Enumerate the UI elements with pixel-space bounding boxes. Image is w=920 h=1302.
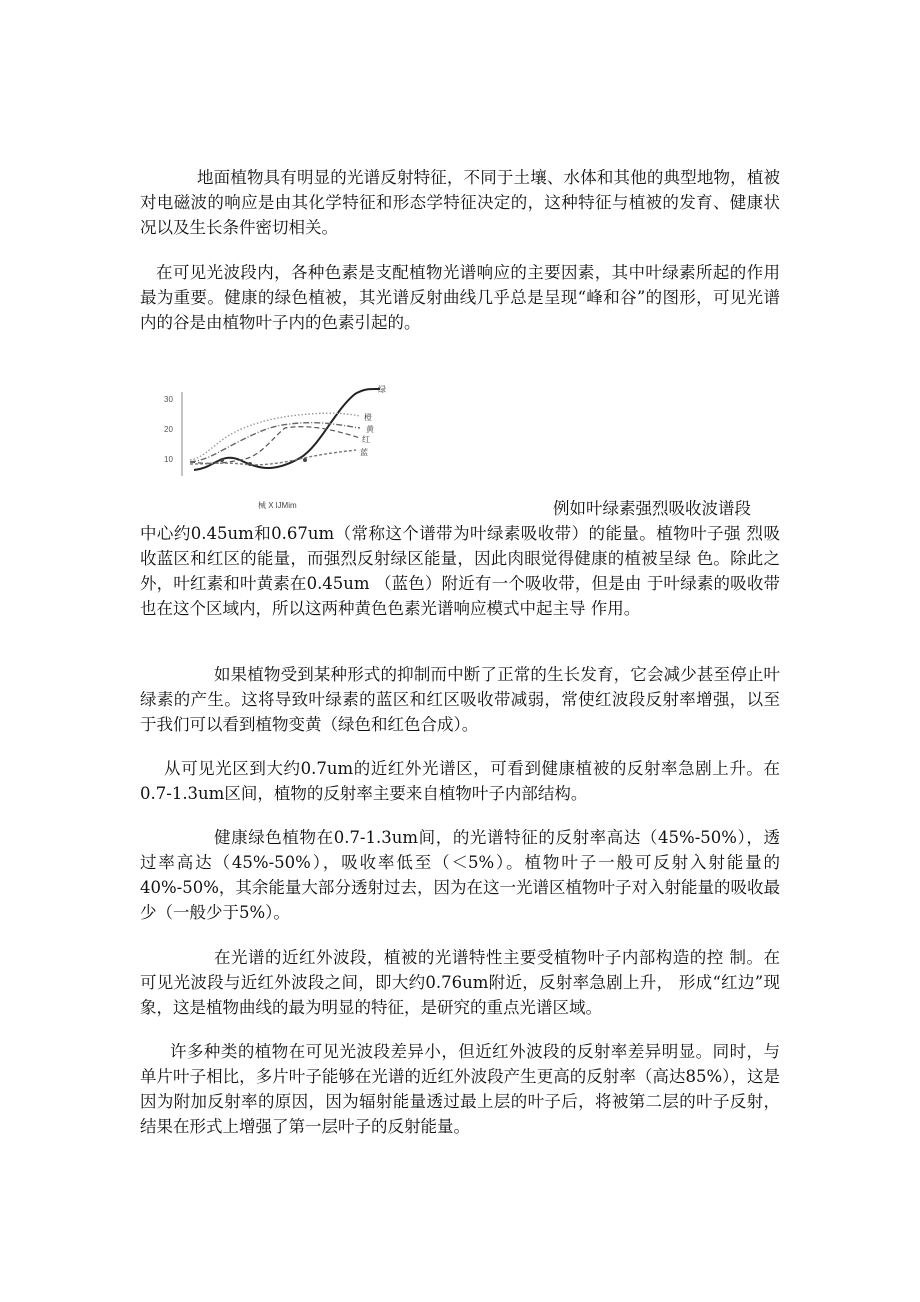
curve-marker xyxy=(220,458,224,462)
curve-label: 黄 xyxy=(366,425,374,434)
paragraph-6: 健康绿色植物在0.7-1.3um间，的光谱特征的反射率高达（45%-50%），透过率高达（45%-50%），吸收率低至（＜5%）。植物叶子一般可反射入射能量的40%-50%，其余能量大部分透射过去，因为在这一光谱区植物叶子对入射能量的吸收最少（一般少于5%）。 xyxy=(140,828,780,922)
paragraph-7: 在光谱的近红外波段，植被的光谱特性主要受植物叶子内部构造的控 制。在可见光波段与近红外波段之间，即大约0.76um附近，反射率急剧上升， 形成“红边”现象，这是植物曲线的最为明显的特征，是研究的重点光谱区域。 xyxy=(140,948,780,1017)
curve-label: 红 xyxy=(362,435,370,444)
paragraph-5: 从可见光区到大约0.7um的近红外光谱区，可看到健康植被的反射率急剧上升。在0.7-1.3um区间，植物的反射率主要来自植物叶子内部结构。 xyxy=(140,759,780,803)
curve-green xyxy=(194,389,380,470)
curve-label: 蓝 xyxy=(360,448,368,457)
paragraph-3: 中心约0.45um和0.67um（常称这个谱带为叶绿素吸收带）的能量。植物叶子强 烈吸收蓝区和红区的能量，而强烈反射绿区能量，因此肉眼觉得健康的植被呈绿 色。除此之外，叶红素和叶黄素在0.45um （蓝色）附近有一个吸收带，但是由 于叶绿素的吸收带也在这个区域内，所以这两种黄色色素光谱响应模式中起主导 作用。 xyxy=(140,524,780,618)
curve-red xyxy=(190,427,360,464)
figure-caption: 械 X lJMim xyxy=(258,501,297,510)
y-tick-label: 20 xyxy=(164,425,173,434)
curve-marker xyxy=(248,462,252,466)
curve-label: 绿 xyxy=(378,385,386,394)
paragraph-4: 如果植物受到某种形式的抑制而中断了正常的生长发育，它会减少甚至停止叶绿素的产生。这将导致叶绿素的蓝区和红区吸收带减弱，常使红波段反射率增强，以至于我们可以看到植物变黄（绿色和红色合成）。 xyxy=(140,665,780,734)
curve-label: 橙 xyxy=(364,413,372,422)
paragraph-3-lead: 例如叶绿素强烈吸收波谱段 xyxy=(553,499,751,518)
spectral-curve-figure xyxy=(160,380,400,488)
paragraph-1: 地面植物具有明显的光谱反射特征，不同于土壤、水体和其他的典型地物，植被对电磁波的响应是由其化学特征和形态学特征决定的，这种特征与植被的发育、健康状况以及生长条件密切相关。 xyxy=(140,168,780,237)
y-tick-label: 30 xyxy=(164,395,173,404)
paragraph-8: 许多种类的植物在可见光波段差异小，但近红外波段的反射率差异明显。同时，与单片叶子相比，多片叶子能够在光谱的近红外波段产生更高的反射率（高达85%），这是因为附加反射率的原因，因为辐射能量透过最上层的叶子后，将被第二层的叶子反射，结果在形式上增强了第一层叶子的反射能量。 xyxy=(140,1042,780,1136)
y-tick-label: 10 xyxy=(164,455,173,464)
paragraph-2: 在可见光波段内，各种色素是支配植物光谱响应的主要因素，其中叶绿素所起的作用最为重要。健康的绿色植被，其光谱反射曲线几乎总是呈现“峰和谷”的图形，可见光谱内的谷是由植物叶子内的色素引起的。 xyxy=(140,263,780,332)
curve-marker xyxy=(303,458,307,462)
curve-yellow xyxy=(190,423,360,462)
